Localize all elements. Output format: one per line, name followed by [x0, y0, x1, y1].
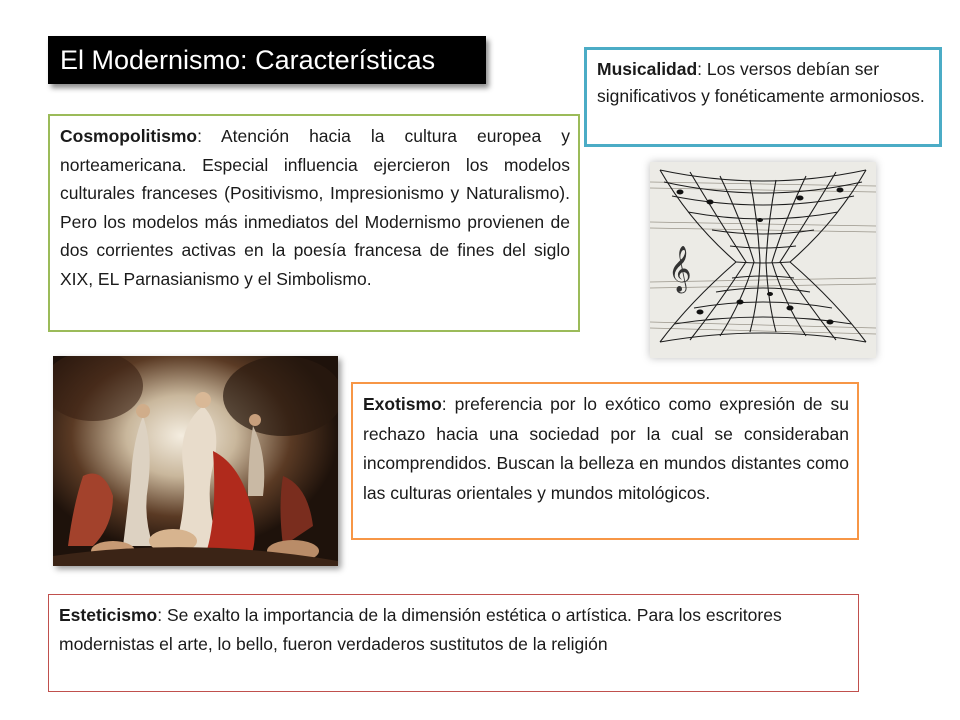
esteticismo-term: Esteticismo	[59, 605, 158, 625]
musicalidad-box	[584, 47, 942, 147]
exotismo-term: Exotismo	[363, 394, 442, 414]
musicalidad-text: : Los versos debían ser significativos y fonéticamente armoniosos.	[597, 59, 925, 106]
exotismo-box	[351, 382, 859, 540]
music-funnel-image	[650, 162, 876, 358]
cosmopolitismo-text: : Atención hacia la cultura europea y norteamericana. Especial influencia ejercieron los modelos culturales franceses (Positivismo, Impresionismo y Naturalismo). Pero los modelos más inmediatos del Modernismo provienen de dos corrientes activas en la poesía francesa de fines del siglo XIX, EL Parnasianismo y el Simbolismo.	[60, 126, 570, 289]
musicalidad-term: Musicalidad	[597, 59, 698, 79]
cosmopolitismo-term: Cosmopolitismo	[60, 126, 198, 146]
esteticismo-text: : Se exalto la importancia de la dimensión estética o artística. Para los escritores modernistas el arte, lo bello, fueron verdaderos sustitutos de la religión	[59, 605, 782, 654]
cosmopolitismo-box	[48, 114, 580, 332]
esteticismo-box	[48, 594, 859, 692]
mythological-painting-image	[53, 356, 338, 566]
exotismo-text: : preferencia por lo exótico como expresión de su rechazo hacia una sociedad por la cual se consideraban incomprendidos. Buscan la belleza en mundos distantes como las culturas orientales y mundos mitológicos.	[363, 394, 849, 503]
slide-title: El Modernismo: Características	[48, 36, 486, 84]
svg-text:𝄞: 𝄞	[668, 246, 692, 292]
